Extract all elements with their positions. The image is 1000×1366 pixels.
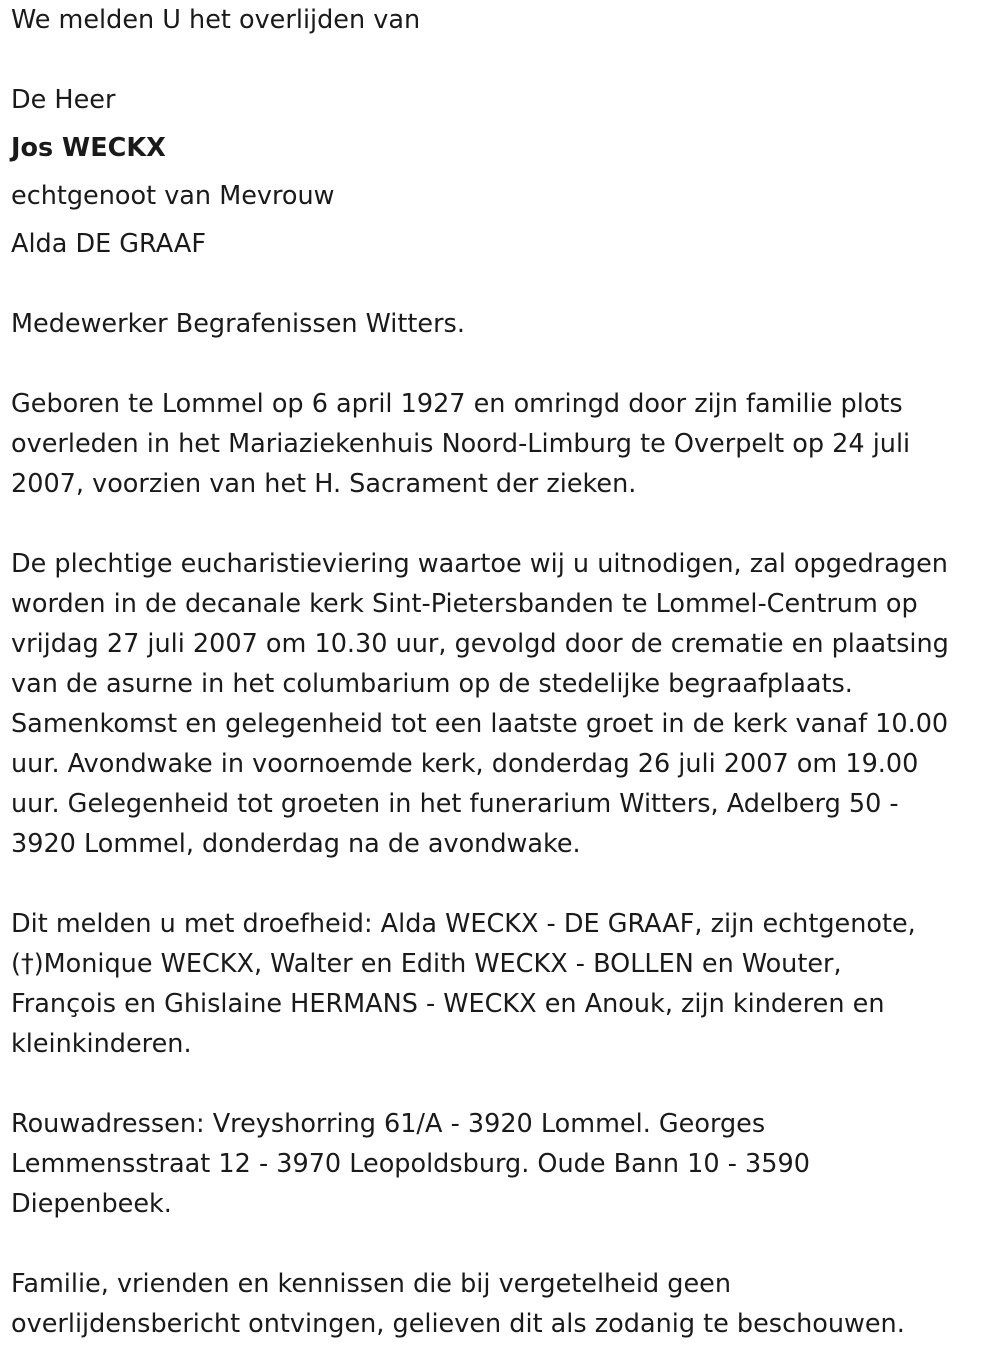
paragraph-line: Geboren te Lommel op 6 april 1927 en omringd door zijn familie plots xyxy=(11,389,903,419)
paragraph-line: overlijdensbericht ontvingen, gelieven dit als zodanig te beschouwen. xyxy=(11,1309,905,1339)
paragraph-line: 2007, voorzien van het H. Sacrament der zieken. xyxy=(11,469,637,499)
family-paragraph xyxy=(11,904,991,1064)
spouse-line-2: Alda DE GRAAF xyxy=(11,229,207,259)
death-notice xyxy=(11,0,991,1344)
spouse-line-1: echtgenoot van Mevrouw xyxy=(11,181,335,211)
paragraph-line: kleinkinderen. xyxy=(11,1029,192,1059)
paragraph-line: uur. Avondwake in voornoemde kerk, donderdag 26 juli 2007 om 19.00 xyxy=(11,749,919,779)
birth-paragraph xyxy=(11,384,991,504)
paragraph-line: Lemmensstraat 12 - 3970 Leopoldsburg. Oude Bann 10 - 3590 xyxy=(11,1149,810,1179)
paragraph-line: van de asurne in het columbarium op de stedelijke begraafplaats. xyxy=(11,669,853,699)
paragraph-line: (†)Monique WECKX, Walter en Edith WECKX - BOLLEN en Wouter, xyxy=(11,949,842,979)
paragraph-line: 3920 Lommel, donderdag na de avondwake. xyxy=(11,829,581,859)
paragraph-line: François en Ghislaine HERMANS - WECKX en Anouk, zijn kinderen en xyxy=(11,989,885,1019)
deceased-name: Jos WECKX xyxy=(11,133,166,163)
paragraph-line: worden in de decanale kerk Sint-Pietersbanden te Lommel-Centrum op xyxy=(11,589,918,619)
paragraph-line: vrijdag 27 juli 2007 om 10.30 uur, gevolgd door de crematie en plaatsing xyxy=(11,629,949,659)
paragraph-line: Samenkomst en gelegenheid tot een laatste groet in de kerk vanaf 10.00 xyxy=(11,709,949,739)
paragraph-line: Rouwadressen: Vreyshorring 61/A - 3920 Lommel. Georges xyxy=(11,1109,766,1139)
paragraph-line: uur. Gelegenheid tot groeten in het funerarium Witters, Adelberg 50 - xyxy=(11,789,899,819)
paragraph-line: Dit melden u met droefheid: Alda WECKX - DE GRAAF, zijn echtgenote, xyxy=(11,909,916,939)
address-paragraph xyxy=(11,1104,991,1224)
intro-text: We melden U het overlijden van xyxy=(11,5,421,35)
paragraph-line: overleden in het Mariaziekenhuis Noord-Limburg te Overpelt op 24 juli xyxy=(11,429,911,459)
paragraph-line: Diepenbeek. xyxy=(11,1189,172,1219)
paragraph-line: Familie, vrienden en kennissen die bij vergetelheid geen xyxy=(11,1269,731,1299)
salutation: De Heer xyxy=(11,85,116,115)
paragraph-line: De plechtige eucharistieviering waartoe wij u uitnodigen, zal opgedragen xyxy=(11,549,948,579)
ceremony-paragraph xyxy=(11,544,991,864)
closing-paragraph xyxy=(11,1264,991,1344)
occupation: Medewerker Begrafenissen Witters. xyxy=(11,309,465,339)
